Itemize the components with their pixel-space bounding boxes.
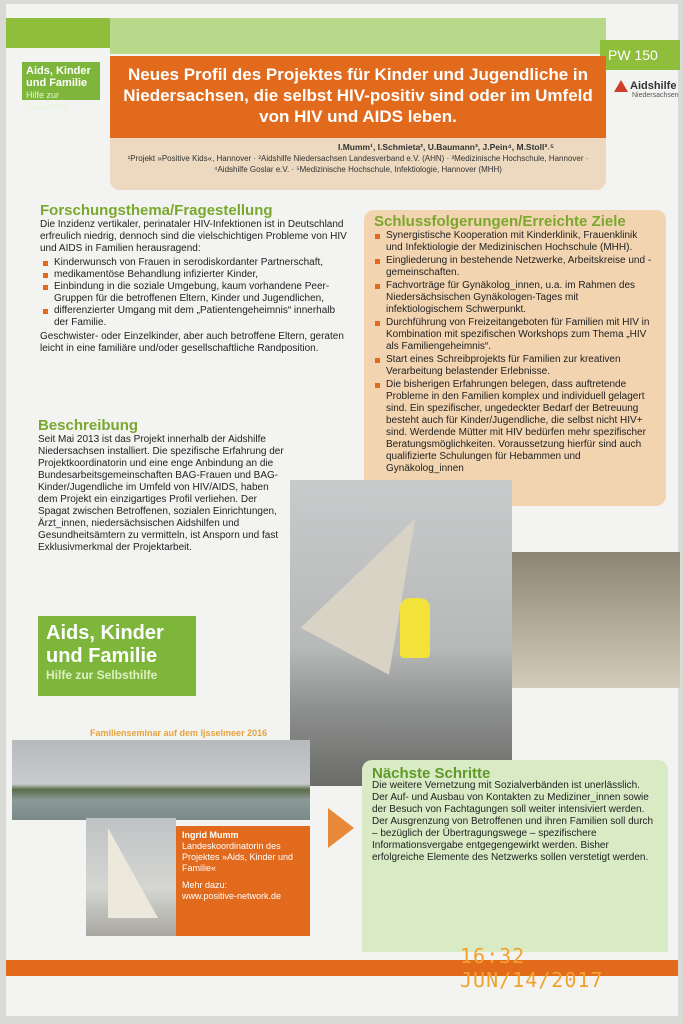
- photo-muddy-feet: [512, 552, 680, 688]
- aidshilfe-logo: [614, 80, 683, 104]
- list-item: Start eines Schreibprojekts für Familien zur kreativen Verarbeitung belastender Erlebnisse.: [386, 354, 656, 378]
- logo-line2: und Familie: [26, 77, 88, 89]
- list-item: Kinderwunsch von Frauen in serodiskordanter Partnerschaft,: [54, 257, 352, 269]
- contact-role: Landeskoordinatorin des Projektes »Aids, Kinder und Familie«: [182, 841, 294, 873]
- arrow-right-icon: [328, 808, 354, 848]
- naechste-text: Die weitere Vernetzung mit Sozialverbänden ist unerlässlich. Der Auf- und Ausbau von Kontakten zu Mediziner_innen sowie der Besuch von Fachtagungen soll weiter intensiviert werden. Der Ausgrenzung von Betroffenen und ihren Familien soll durch – bezüglich der Übertragungswege – spezifischere Informationsvergabe entgegengewirkt werden. Bisher erfolgreiche Elemente des Netzwerks sollen verstetigt werden.: [372, 780, 654, 863]
- badge-sub: Hilfe zur Selbsthilfe: [46, 668, 158, 682]
- poster-code: PW 150: [600, 40, 680, 70]
- naechste-heading: Nächste Schritte: [372, 765, 491, 782]
- contact-more: Mehr dazu:: [182, 880, 228, 890]
- list-item: differenzierter Umgang mit dem „Patientengeheimnis“ innerhalb der Familie.: [54, 305, 352, 329]
- top-bar-light: [110, 18, 606, 54]
- beschreibung-text: Seit Mai 2013 ist das Projekt innerhalb der Aidshilfe Niedersachsen installiert. Die spezifische Erfahrung der Projektkoordinatorin und eine enge Anbindung an die Bundesarbeitsgemeinschaften BAG-Frauen und BAG-Kinder/Jugendliche im Umfeld von HIV/AIDS, haben dem Projekt ein einzigartiges Profil verliehen. Der Spagat zwischen Betroffenen, sozialen Einrichtungen, Ärzt_innen, niedersächsischen Aidshilfen und Gesundheitsämtern zu vermitteln, ist Ansporn und fast Exklusivmerkmal der Projektarbeit.: [38, 434, 284, 553]
- forschung-intro: Die Inzidenz vertikaler, perinataler HIV-Infektionen ist in Deutschland erfreulich niedrig, dennoch sind die vielschichtigen Probleme von HIV und AIDS in Familien herausragend:: [40, 219, 347, 254]
- aidshilfe-name: Aidshilfe: [630, 80, 677, 92]
- badge-line1: Aids, Kinder: [46, 622, 164, 644]
- photo-caption: Familienseminar auf dem Ijsselmeer 2016: [90, 728, 268, 738]
- affiliations: ¹Projekt »Positive Kids«, Hannover · ²Aidshilfe Niedersachsen Landesverband e.V. (AHN) · ³Medizinische Hochschule, Hannover · ⁴Aidshilfe Goslar e.V. · ⁵Medizinische Hochschule, Infektiologie, Hannover (MHH): [127, 154, 589, 174]
- badge-line2: und Familie: [46, 645, 158, 667]
- section-forschung: [40, 202, 352, 357]
- beschreibung-heading: Beschreibung: [38, 417, 139, 434]
- photo-ship: [86, 818, 176, 936]
- aidshilfe-mark-icon: [614, 80, 628, 92]
- section-naechste-schritte: [362, 760, 668, 952]
- author-names: I.Mumm¹, I.Schmieta², U.Baumann³, J.Pein⁴, M.Stoll³˒⁵: [338, 142, 554, 152]
- project-badge: [38, 616, 196, 696]
- project-logo: [22, 62, 100, 112]
- schluss-list: [374, 230, 656, 475]
- list-item: medikamentöse Behandlung infizierter Kinder,: [54, 269, 352, 281]
- photo-lake: [12, 740, 310, 820]
- authors-box: [110, 138, 606, 190]
- list-item: Fachvorträge für Gynäkolog_innen, u.a. im Rahmen des Niedersächsischen Gynäkologen-Tages mit infektiologischem Schwerpunkt.: [386, 280, 656, 316]
- logo-line1: Aids, Kinder: [26, 65, 91, 77]
- aidshilfe-sub: Niedersachsen: [632, 92, 679, 100]
- forschung-outro: Geschwister- oder Einzelkinder, aber auch betroffene Eltern, geraten leicht in eine familiäre und/oder gesellschaftliche Randposition.: [40, 331, 344, 354]
- logo-sub: Hilfe zur Selbsthilfe: [26, 90, 68, 112]
- list-item: Die bisherigen Erfahrungen belegen, dass auftretende Probleme in den Familien komplex und individuell gelagert sind. Ein spezifischer, ungedeckter Bedarf der Betreuung besteht auch für Kinder/Jugendliche, die selbst nicht HIV+ sind. Werdende Mütter mit HIV bedürfen mehr spezifischer Beratungsmöglichkeiten. Voraussetzung hierfür sind auch qualifizierte Schulungen für Hebammen und Gynäkolog_innen: [386, 379, 656, 475]
- poster-title: Neues Profil des Projektes für Kinder und Jugendliche in Niedersachsen, die selbst HIV-positiv sind oder im Umfeld von HIV und AIDS leben.: [110, 56, 606, 138]
- list-item: Einbindung in die soziale Umgebung, kaum vorhandene Peer-Gruppen für die betroffenen Eltern, Kinder und Jugendlichen,: [54, 281, 352, 305]
- section-schlussfolgerungen: [364, 210, 666, 506]
- schluss-heading: Schlussfolgerungen/Erreichte Ziele: [374, 213, 626, 230]
- contact-url[interactable]: www.positive-network.de: [182, 891, 282, 901]
- contact-box: [176, 826, 310, 936]
- ship-sail-shape: [108, 828, 158, 918]
- forschung-heading: Forschungsthema/Fragestellung: [40, 202, 273, 219]
- contact-name: Ingrid Mumm: [182, 830, 239, 840]
- list-item: Durchführung von Freizeitangeboten für Familien mit HIV in Kombination mit spezifischen Workshops zum Thema „HIV als Familiengeheimnis“.: [386, 317, 656, 353]
- photo-person-yellow: [400, 598, 430, 658]
- forschung-list: [40, 257, 352, 329]
- list-item: Synergistische Kooperation mit Kinderklinik, Frauenklinik und Infektiologie der Medizinischen Hochschule (MHH).: [386, 230, 656, 254]
- list-item: Eingliederung in bestehende Netzwerke, Arbeitskreise und -gemeinschaften.: [386, 255, 656, 279]
- date-stamp: 16:32 JUN/14/2017: [460, 944, 604, 992]
